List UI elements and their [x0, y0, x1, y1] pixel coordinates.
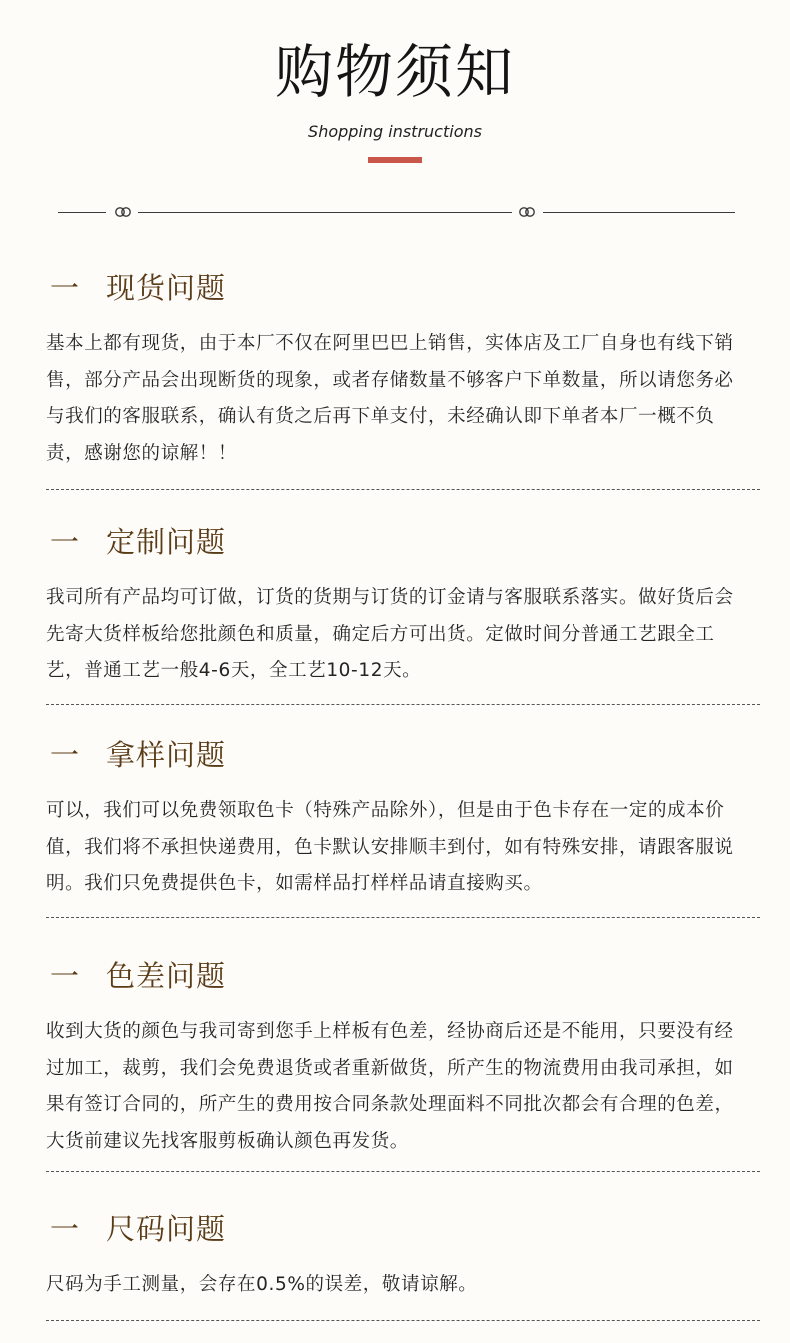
- double-ring-icon: [114, 206, 132, 218]
- section-title: 拿样问题: [106, 738, 227, 772]
- section-title: 现货问题: [106, 271, 227, 305]
- section-divider: [46, 704, 760, 705]
- section-body-sample: 可以，我们可以免费领取色卡（特殊产品除外），但是由于色卡存在一定的成本价值，我们将不承担快递费用，色卡默认安排顺丰到付，如有特殊安排，请跟客服说明。我们只免费提供色卡，如需样品打样样品请直接购买。: [46, 800, 734, 894]
- section-heading-color-difference: [50, 958, 226, 994]
- heading-dash: 一: [50, 738, 81, 772]
- heading-dash: 一: [50, 1212, 81, 1246]
- section-divider: [46, 1320, 760, 1321]
- page-title: 购物须知: [274, 38, 515, 106]
- section-body-size: 尺码为手工测量，会存在0.5%的误差，敬请谅解。: [46, 1274, 478, 1295]
- title-accent-bar: [368, 157, 422, 163]
- heading-dash: 一: [50, 959, 81, 993]
- section-body-custom: 我司所有产品均可订做，订货的货期与订货的订金请与客服联系落实。做好货后会先寄大货样板给您批颜色和质量，确定后方可出货。定做时间分普通工艺跟全工艺，普通工艺一般4-6天，全工艺10-12天。: [46, 587, 734, 681]
- section-divider: [46, 917, 760, 918]
- heading-dash: 一: [50, 525, 81, 559]
- section-title: 定制问题: [106, 525, 227, 559]
- ornament-line-right: [543, 212, 735, 213]
- section-heading-sample: [50, 737, 226, 773]
- section-divider: [46, 489, 760, 490]
- section-body-stock: 基本上都有现货，由于本厂不仅在阿里巴巴上销售，实体店及工厂自身也有线下销售，部分产品会出现断货的现象，或者存储数量不够客户下单数量，所以请您务必与我们的客服联系，确认有货之后再下单支付，未经确认即下单者本厂一概不负责，感谢您的谅解！！: [46, 333, 734, 464]
- section-heading-custom: [50, 524, 226, 560]
- section-title: 尺码问题: [106, 1212, 227, 1246]
- section-title: 色差问题: [106, 959, 227, 993]
- ornament-line-center: [138, 212, 512, 213]
- page-subtitle: Shopping instructions: [308, 122, 482, 141]
- double-ring-icon: [518, 206, 536, 218]
- section-body-color-difference: 收到大货的颜色与我司寄到您手上样板有色差，经协商后还是不能用，只要没有经过加工，裁剪，我们会免费退货或者重新做货，所产生的物流费用由我司承担，如果有签订合同的，所产生的费用按合同条款处理面料不同批次都会有合理的色差，大货前建议先找客服剪板确认颜色再发货。: [46, 1021, 734, 1152]
- ornament-line-left: [58, 212, 106, 213]
- section-divider: [46, 1171, 760, 1172]
- section-heading-size: [50, 1211, 226, 1247]
- section-heading-stock: [50, 270, 226, 306]
- heading-dash: 一: [50, 271, 81, 305]
